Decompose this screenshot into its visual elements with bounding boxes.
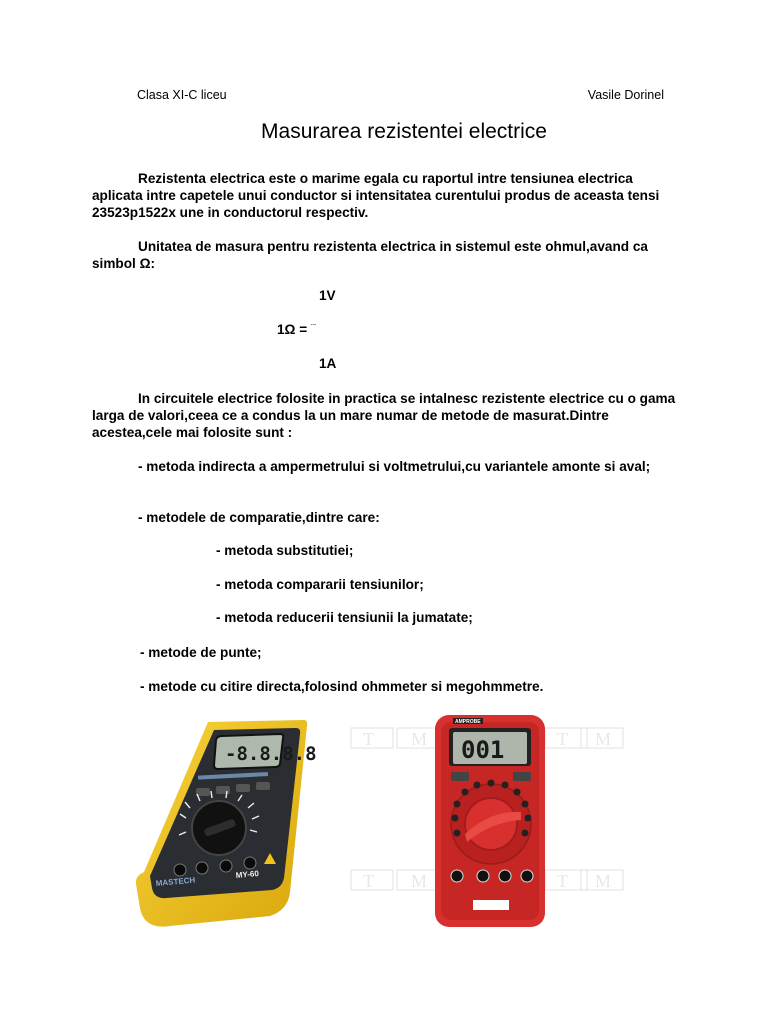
jack-2 (196, 862, 208, 874)
brand-label: MASTECH (155, 875, 196, 888)
method-voltage-halving: - metoda reducerii tensiunii la jumatate; (216, 610, 473, 625)
btn-range (451, 772, 469, 781)
button-2 (216, 786, 230, 794)
method-bridge: - metode de punte; (140, 645, 262, 660)
method-ampermeter-voltmeter: - metoda indirecta a ampermetrului si voltmetrului,cu variantele amonte si aval; (138, 459, 651, 474)
formula-lhs-text: 1Ω = (277, 322, 311, 337)
method-voltage-comparison: - metoda compararii tensiunilor; (216, 577, 424, 592)
jack-red-4 (521, 870, 533, 882)
svg-text:T: T (557, 729, 568, 749)
lcd-reading: -8.8.8.8 (225, 743, 317, 765)
jack-red-2 (477, 870, 489, 882)
jack-4 (244, 857, 256, 869)
jack-3 (220, 860, 232, 872)
btn-hold (513, 772, 531, 781)
jack-red-1 (451, 870, 463, 882)
formula-numerator: 1V (319, 288, 336, 303)
svg-text:T: T (363, 729, 374, 749)
button-3 (236, 784, 250, 792)
multimeter-yellow-image (130, 712, 330, 934)
svg-text:M: M (411, 729, 428, 749)
svg-text:M: M (595, 871, 612, 891)
brand-label-red: AMPROBE (455, 719, 481, 725)
formula-denominator: 1A (319, 356, 337, 371)
jack-1 (174, 864, 186, 876)
method-direct-reading: - metode cu citire directa,folosind ohmmeter si megohmmetre. (140, 679, 544, 694)
button-4 (256, 782, 270, 790)
paragraph-unit: Unitatea de masura pentru rezistenta electrica in sistemul este ohmul,avand ca simbol Ω: (92, 239, 648, 271)
svg-text:T: T (363, 871, 374, 891)
svg-text:T: T (557, 871, 568, 891)
paragraph-methods-intro: In circuitele electrice folosite in practica se intalnesc rezistente electrice cu o gama larga de valori,ceea ce a condus la un mare numar de metode de masurat.Dintre acestea,cele mai folosite sunt : (92, 391, 676, 440)
svg-text:M: M (411, 871, 428, 891)
svg-text:M: M (595, 729, 612, 749)
method-comparison: - metodele de comparatie,dintre care: (138, 510, 380, 525)
multimeter-red-image (345, 712, 630, 930)
formula-lhs (277, 322, 316, 337)
header-author: Vasile Dorinel (587, 88, 664, 102)
method-substitution: - metoda substitutiei; (216, 543, 354, 558)
paragraph-definition: Rezistenta electrica este o marime egala cu raportul intre tensiunea electrica aplicata intre capetele unui conductor si intensitatea curentului produs de aceasta tensi 23523p1522x une in conductorul respectiv. (92, 171, 660, 220)
jack-red-3 (499, 870, 511, 882)
formula-bar: ¨¨ (310, 323, 317, 332)
page-title: Masurarea rezistentei electrice (261, 120, 547, 143)
lcd-reading-red: 001 (461, 736, 505, 764)
model-label: MY-60 (235, 869, 260, 880)
header-class: Clasa XI-C liceu (137, 88, 227, 102)
rating-label (473, 900, 509, 910)
